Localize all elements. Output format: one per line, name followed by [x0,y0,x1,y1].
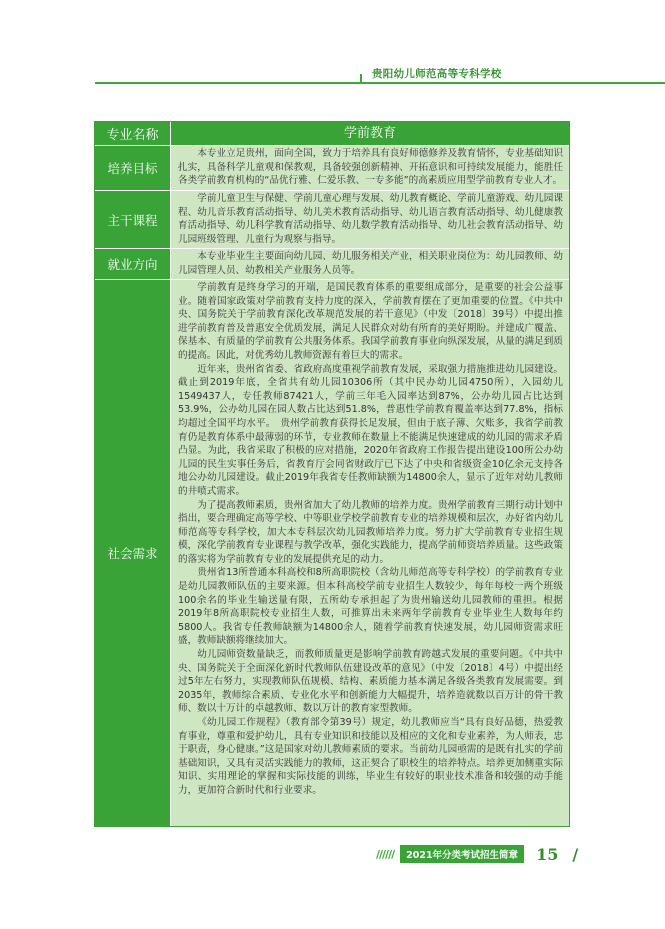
page-footer [376,844,578,864]
paragraph: 本专业毕业生主要面向幼儿园、幼儿服务相关产业，相关职业岗位为：幼儿园教师、幼儿园管理人员、幼教相关产业服务人员等。 [178,251,563,276]
paragraph: 为了提高教师素质，贵州省加大了幼儿教师的培养力度。贵州学前教育三期行动计划中指出，要合理确定高等学校、中等职业学校学前教育专业的培养规模和层次，办好省内幼儿师范高等专科学校，加大本专科层次幼儿园教师培养力度。努力扩大学前教育专业招生规模，深化学前教育专业课程与教学改革，强化实践能力，提高学前师资培养质量。这些政策的落实将为学前教育专业的发展提供充足的动力。 [178,499,563,565]
row-label: 培养目标 [95,146,171,190]
paragraph: 学前儿童卫生与保健、学前儿童心理与发展、幼儿教育概论、学前儿童游戏、幼儿园课程、幼儿音乐教育活动指导、幼儿美术教育活动指导、幼儿语言教育活动指导、幼儿健康教育活动指导、幼儿科学教育活动指导、幼儿数学教育活动指导、幼儿社会教育活动指导、幼儿园班级管理、儿童行为观察与指导。 [178,193,563,245]
table-header-row [95,122,569,145]
school-name: 贵阳幼儿师范高等专科学校 [372,68,502,80]
table-row-employment [95,248,569,279]
header-value-cell: 学前教育 [171,122,569,145]
row-content [171,146,569,190]
header-label-cell: 专业名称 [95,122,171,145]
footer-slashes: ////// [376,847,395,861]
paragraph: 近年来，贵州省省委、省政府高度重视学前教育发展，采取强力措施推进幼儿园建设。截止到2019年底，全省共有幼儿园10306所（其中民办幼儿园4750所），入园幼儿1549437人，专任教师87421人，学前三年毛入园率达到87%，公办幼儿园占比达到53.9%，公办幼儿园在园人数占比达到51.8%，普惠性学前教育覆盖率达到77.8%，指标均超过全国平均水平。 贵州学前教育获得长足发展，但由于底子薄、欠账多，我省学前教育仍是教育体系中最薄弱的环节，专业教师在数量上不能满足快速建成的幼儿园的需求矛盾凸显。为此，我省采取了积极的应对措施，2020年省政府工作报告提出建设100所公办幼儿园的民生实事任务后，省教育厅会同省财政厅已下达了中央和省级资金10亿余元支持各地公办幼儿园建设。截止2019年我省专任教师缺额为14800余人，显示了近年对幼儿教师的井喷式需求。 [178,363,563,497]
header-divider-tick [360,74,362,84]
major-info-table [94,121,570,827]
footer-title: 2021年分类考试招生简章 [400,845,524,863]
row-content [171,280,569,826]
page-number: 15 [536,844,559,864]
row-content [171,191,569,248]
paragraph: 贵州省13所普通本科高校和8所高职院校（含幼儿师范高等专科学校）的学前教育专业是幼儿园教师队伍的主要来源。但本科高校学前专业招生人数较少，每年每校一两个班级100余名的毕业生输送量有限，五所幼专承担起了为贵州输送幼儿园教师的重担。根据2019年8所高职院校专业招生人数，可推算出未来两年学前教育专业毕业生人数每年约5800人。我省专任教师缺额为14800余人，随着学前教育快速发展，幼儿园师资需求旺盛，教师缺额将继续加大。 [178,567,563,647]
table-row-core-courses [95,190,569,248]
row-label: 就业方向 [95,249,171,279]
table-row-training-goal [95,145,569,190]
row-label: 主干课程 [95,191,171,248]
paragraph: 幼儿园师资数量缺乏，而教师质量更是影响学前教育跨越式发展的重要问题。《中共中央、国务院关于全面深化新时代教师队伍建设改革的意见》（中发〔2018〕4号）中提出经过5年左右努力，实现教师队伍规模、结构、素质能力基本满足各级各类教育发展需要。到2035年，教师综合素质、专业化水平和创新能力大幅提升，培养造就数以百万计的骨干教师、数以十万计的卓越教师、数以万计的教育家型教师。 [178,649,563,715]
paragraph: 本专业立足贵州，面向全国，致力于培养具有良好师德修养及教育情怀，专业基础知识扎实，具备科学儿童观和保教观，具备较强创新精神、开拓意识和可持续发展能力，能胜任各类学前教育机构的“品优行雅、仁爱乐教、一专多能”的高素质应用型学前教育专业人才。 [178,148,563,187]
paragraph: 《幼儿园工作规程》（教育部令第39号）规定，幼儿教师应当“具有良好品德，热爱教育事业，尊重和爱护幼儿，具有专业知识和技能以及相应的文化和专业素养，为人师表，忠于职责，身心健康。”这是国家对幼儿教师素质的要求。当前幼儿园亟需的是既有扎实的学前基础知识，又具有灵活实践能力的教师，这正契合了职校生的培养特点。培养更加侧重实际知识、实用理论的掌握和实际技能的训练，毕业生有较好的职业技术准备和较强的动手能力，更加符合新时代和行业要求。 [178,717,563,796]
table-row-social-demand [95,279,569,826]
header-rule [95,82,665,84]
paragraph: 学前教育是终身学习的开端，是国民教育体系的重要组成部分，是重要的社会公益事业。随着国家政策对学前教育支持力度的深入，学前教育摆在了更加重要的位置。《中共中央、国务院关于学前教育深化改革规范发展的若干意见》（中发〔2018〕39号）中提出推进学前教育普及普惠安全优质发展，满足人民群众对幼有所育的美好期盼。并建成广覆盖、保基本、有质量的学前教育公共服务体系。我国学前教育事业向纵深发展，从量的满足到质的提高。因此，对优秀幼儿教师资源有着巨大的需求。 [178,282,563,361]
footer-end-slash: / [572,844,579,864]
row-label: 社会需求 [95,280,171,826]
row-content [171,249,569,279]
